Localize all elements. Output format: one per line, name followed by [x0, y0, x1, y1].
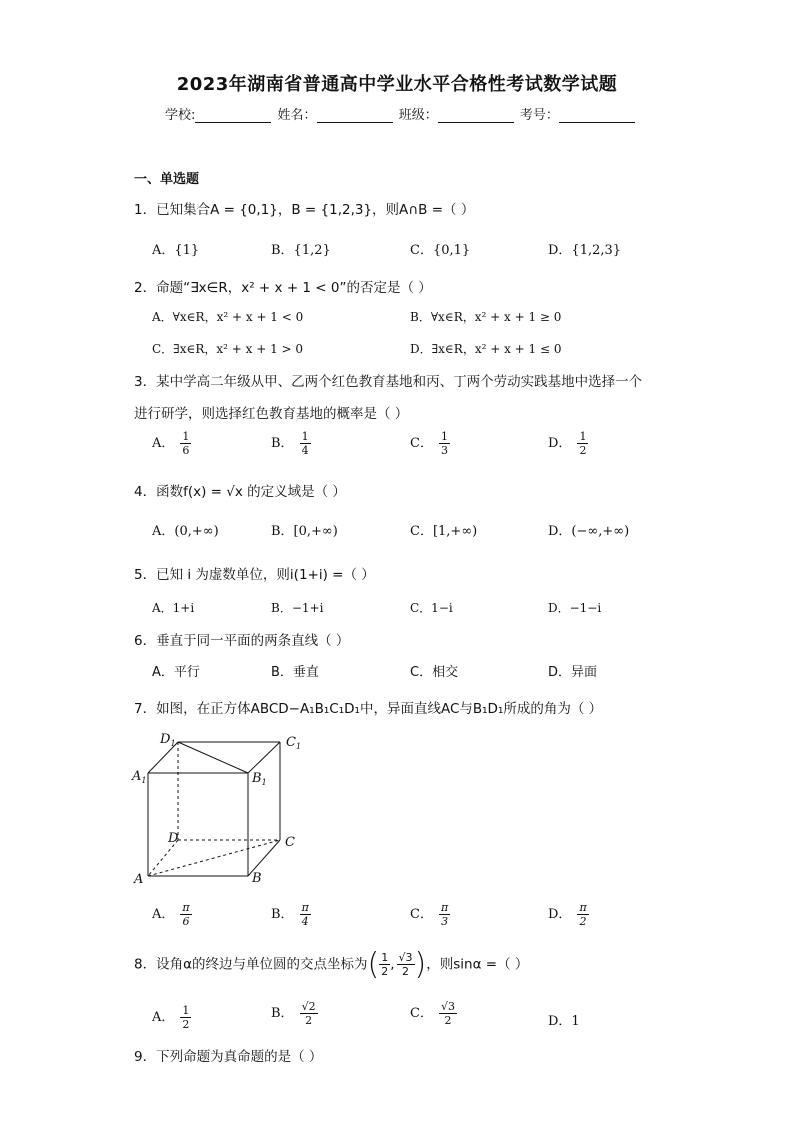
q5-option-c[interactable]: C．1−i [410, 601, 453, 615]
q2-option-d[interactable]: D．∃x∈R，x² + x + 1 ≤ 0 [410, 342, 562, 356]
q7-option-d[interactable]: D． $\frac{\pi}{2}$ [548, 901, 587, 928]
school-label: 学校: [165, 108, 196, 123]
student-info-row [165, 104, 637, 123]
q5-option-a[interactable]: A．1+i [152, 601, 195, 615]
q2-option-b[interactable]: B．∀x∈R，x² + x + 1 ≥ 0 [410, 310, 562, 324]
q4-option-a[interactable]: A．(0,+∞) [152, 524, 219, 539]
q4-option-d[interactable]: D．(−∞,+∞) [548, 524, 630, 539]
label-d1: $D_1$ [160, 732, 176, 748]
left-paren-icon: ( [367, 947, 380, 982]
label-b1: $B_1$ [252, 771, 267, 787]
q1-option-b[interactable]: B．{1,2} [271, 243, 331, 258]
question-5: 5．已知 i 为虚数单位，则i(1+i) =（ ） [134, 567, 375, 583]
label-a: A [134, 872, 144, 887]
q1-option-c[interactable]: C．{0,1} [410, 243, 471, 258]
q6-option-d[interactable]: D．异面 [548, 665, 598, 680]
q8-option-c[interactable]: C． $\frac{√3}{2}$ [410, 1000, 455, 1027]
class-label: 班级： [398, 108, 438, 123]
q6-option-b[interactable]: B．垂直 [271, 665, 319, 680]
question-9: 9．下列命题为真命题的是（ ） [134, 1049, 323, 1065]
name-label: 姓名： [277, 108, 317, 123]
label-d: D [168, 831, 179, 846]
label-b: B [252, 871, 262, 886]
question-3-line-1: 3．某中学高二年级从甲、乙两个红色教育基地和丙、丁两个劳动实践基地中选择一个 [134, 374, 643, 390]
q8-option-a[interactable]: A． $\frac{1}{2}$ [152, 1004, 190, 1031]
number-label: 考号： [519, 108, 559, 123]
q7-option-c[interactable]: C． $\frac{\pi}{3}$ [410, 901, 449, 928]
question-7: 7．如图，在正方体ABCD−A₁B₁C₁D₁中，异面直线AC与B₁D₁所成的角为（ ） [134, 701, 603, 717]
q6-option-a[interactable]: A．平行 [152, 665, 200, 680]
name-blank[interactable] [317, 108, 393, 123]
q3-option-d[interactable]: D． $\frac{1}{2}$ [548, 430, 587, 457]
label-a1: $A_1$ [132, 769, 147, 785]
q1-option-d[interactable]: D．{1,2,3} [548, 243, 622, 258]
label-c1: $C_1$ [286, 735, 302, 751]
exam-title: 2023年湖南省普通高中学业水平合格性考试数学试题 [176, 74, 618, 95]
cube-figure [128, 728, 308, 888]
question-2: 2．命题“∃x∈R，x² + x + 1 < 0”的否定是（ ） [134, 280, 432, 296]
question-6: 6．垂直于同一平面的两条直线（ ） [134, 633, 350, 649]
q7-option-b[interactable]: B． $\frac{\pi}{4}$ [271, 901, 309, 928]
q8-option-b[interactable]: B． $\frac{√2}{2}$ [271, 1000, 316, 1027]
question-8: 8．设角α的终边与单位圆的交点坐标为( $\frac{1}{2}$ , $\frac{√3}{2}$ )，则sinα =（ ） [134, 947, 529, 982]
number-blank[interactable] [559, 108, 635, 123]
q4-option-b[interactable]: B．[0,+∞) [271, 524, 338, 539]
q3-option-a[interactable]: A． $\frac{1}{6}$ [152, 430, 190, 457]
q8-option-d[interactable]: D．1 [548, 1014, 580, 1029]
q3-option-c[interactable]: C． $\frac{1}{3}$ [410, 430, 448, 457]
class-blank[interactable] [438, 108, 514, 123]
q2-option-c[interactable]: C．∃x∈R，x² + x + 1 > 0 [152, 342, 304, 356]
q7-option-a[interactable]: A． $\frac{\pi}{6}$ [152, 901, 190, 928]
q6-option-c[interactable]: C．相交 [410, 665, 459, 680]
label-c: C [285, 835, 295, 850]
school-blank[interactable] [195, 108, 271, 123]
q5-option-d[interactable]: D．−1−i [548, 601, 602, 615]
q1-option-a[interactable]: A．{1} [152, 243, 200, 258]
q5-option-b[interactable]: B．−1+i [271, 601, 324, 615]
section-heading: 一、单选题 [134, 172, 200, 187]
right-paren-icon: ) [414, 947, 427, 982]
question-1: 1．已知集合A = {0,1}，B = {1,2,3}，则A∩B =（ ） [134, 202, 475, 218]
question-3-line-2: 进行研学，则选择红色教育基地的概率是（ ） [134, 406, 409, 422]
q4-option-c[interactable]: C．[1,+∞) [410, 524, 478, 539]
q3-option-b[interactable]: B． $\frac{1}{4}$ [271, 430, 309, 457]
question-4: 4．函数f(x) = √x 的定义域是（ ） [134, 484, 346, 500]
q2-option-a[interactable]: A．∀x∈R，x² + x + 1 < 0 [152, 310, 304, 324]
